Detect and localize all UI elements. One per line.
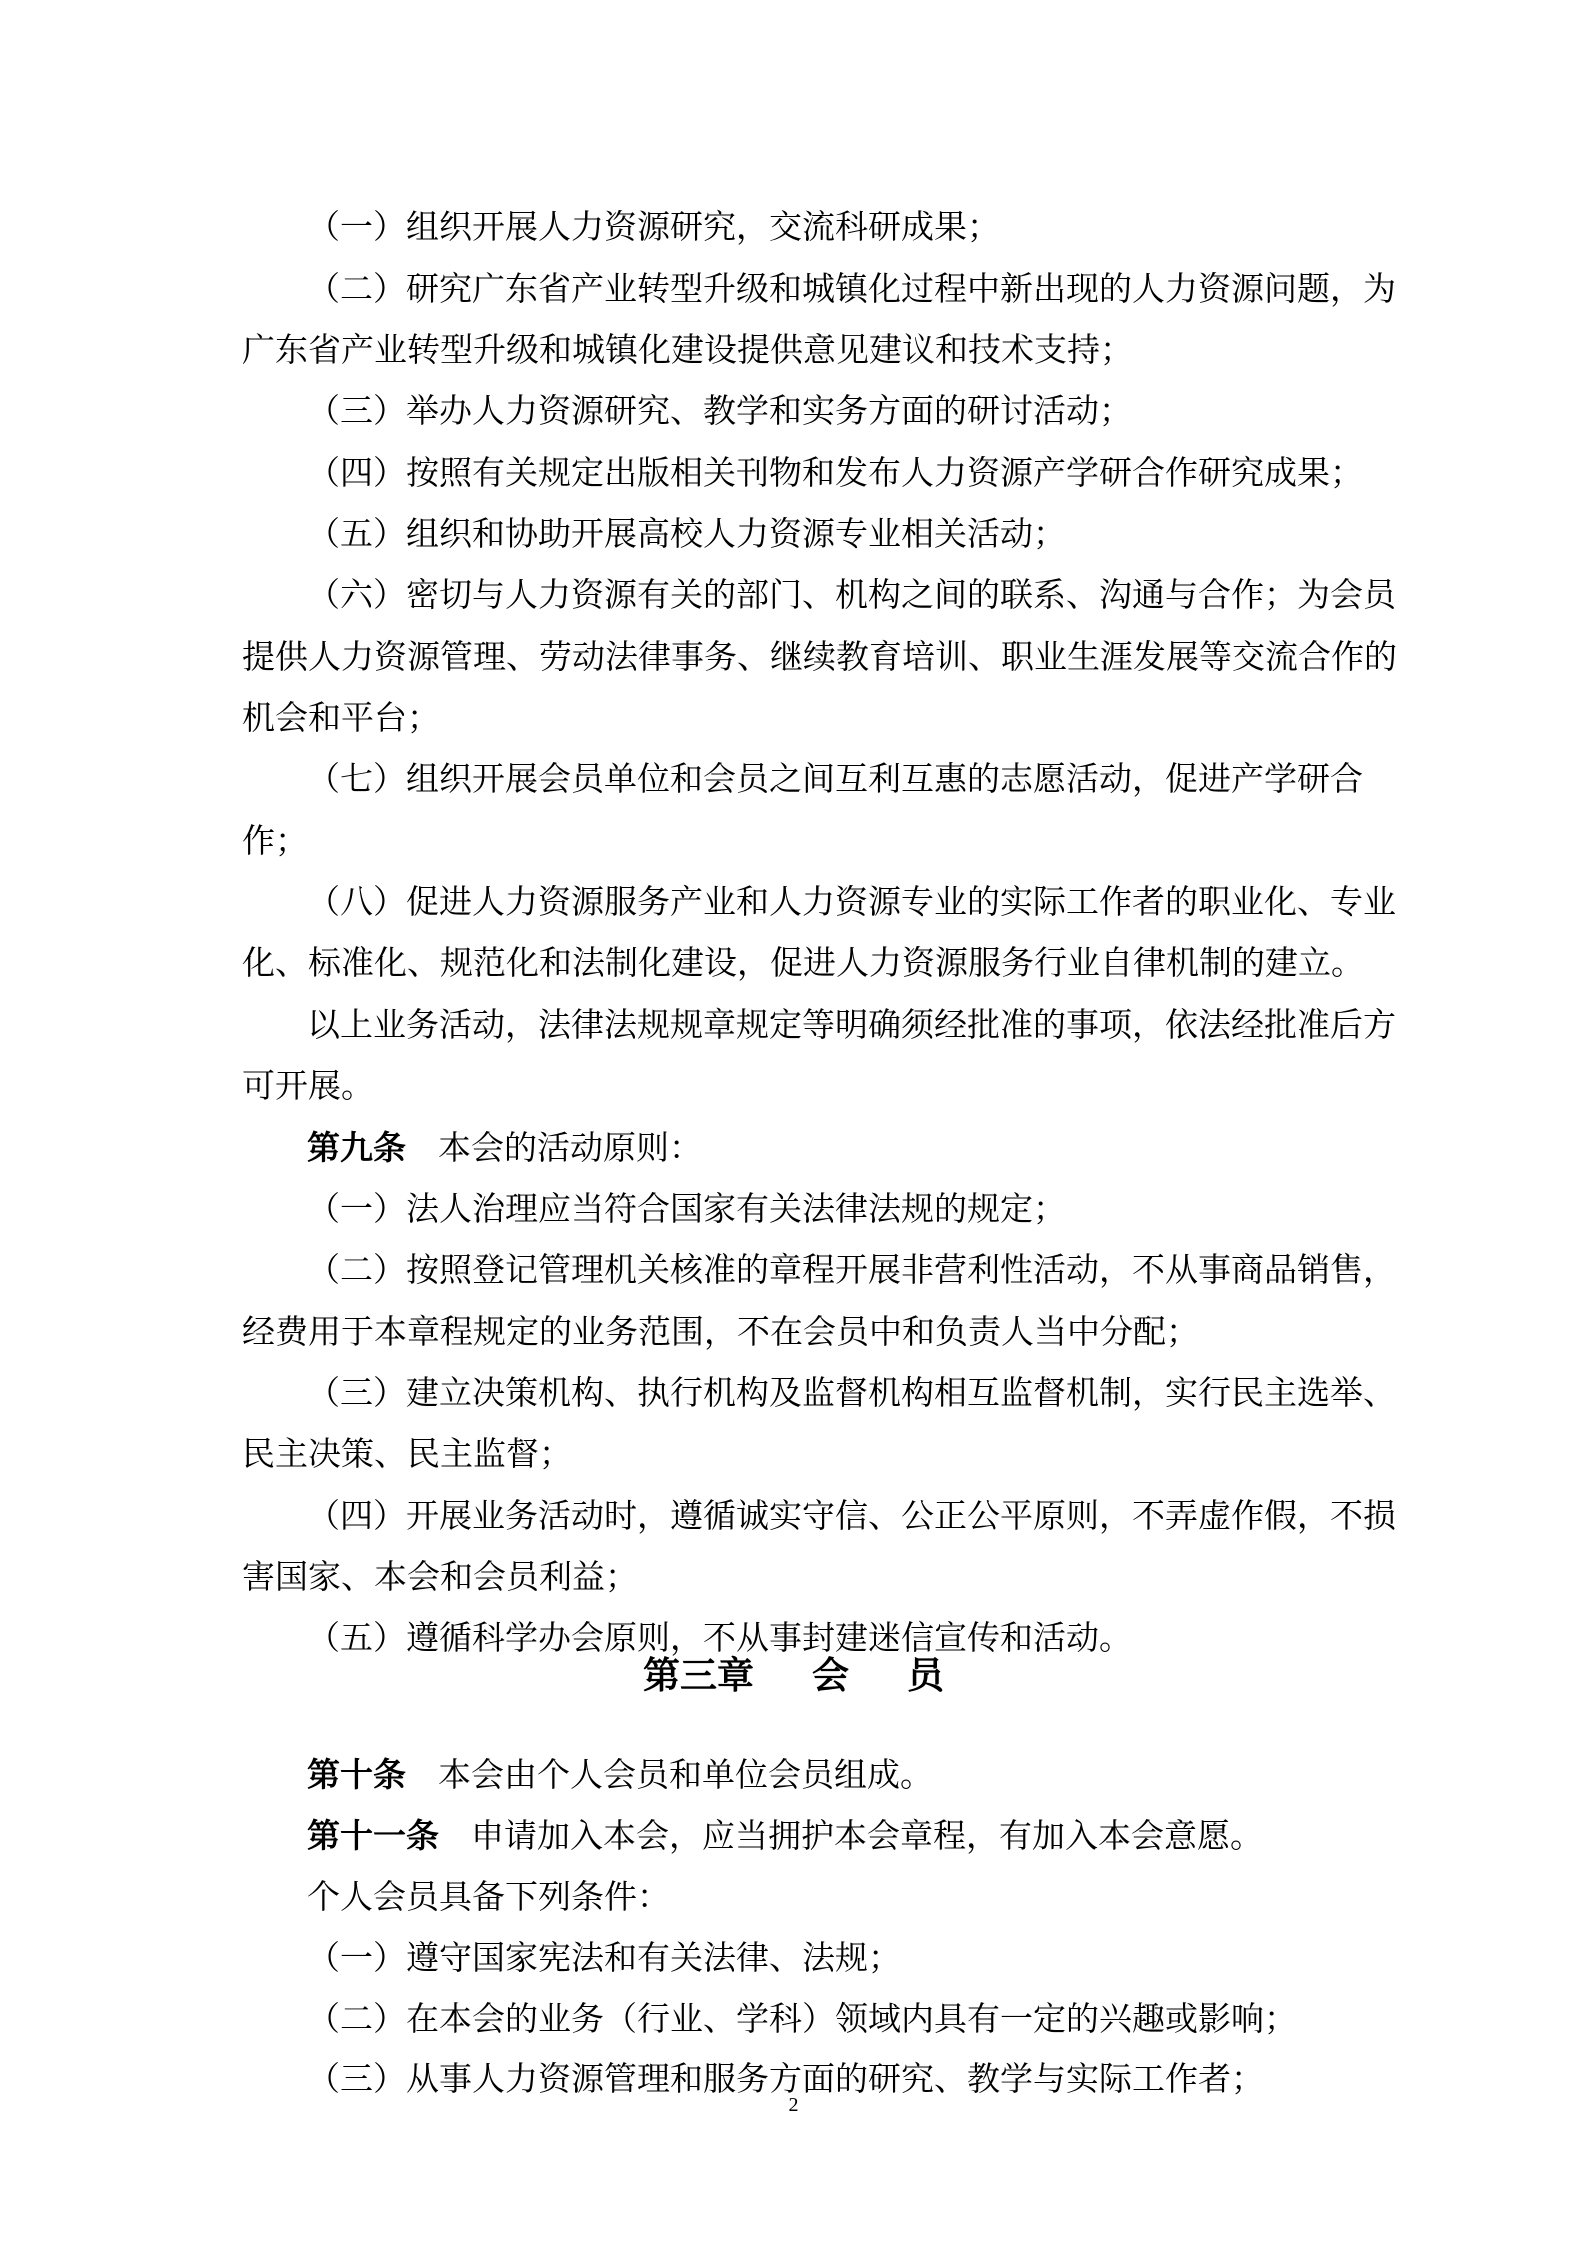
paragraph-line (0, 443, 1587, 503)
text-line: 民主决策、民主监督； (242, 1434, 572, 1473)
article-heading (0, 1118, 1587, 1178)
chapter-heading (0, 1643, 1587, 1707)
paragraph-line (0, 381, 1587, 441)
text-line: 机会和平台； (242, 698, 440, 737)
paragraph-line (0, 811, 1587, 871)
paragraph-line (0, 933, 1587, 993)
paragraph-line (0, 1302, 1587, 1362)
text-line: （八）促进人力资源服务产业和人力资源专业的实际工作者的职业化、专业 (307, 882, 1396, 921)
text-line: 广东省产业转型升级和城镇化建设提供意见建议和技术支持； (242, 330, 1133, 369)
paragraph-line (0, 1363, 1587, 1423)
paragraph-line (0, 320, 1587, 380)
paragraph-line (0, 627, 1587, 687)
paragraph-line (0, 872, 1587, 932)
paragraph-line (0, 1928, 1587, 1988)
article-label: 第九条 (307, 1128, 406, 1167)
paragraph-line (0, 1424, 1587, 1484)
chapter-title-char: 员 (907, 1653, 944, 1697)
article-label: 第十条 (307, 1755, 406, 1794)
text-line: 害国家、本会和会员利益； (242, 1557, 638, 1596)
text-line: 作； (242, 821, 308, 860)
article-heading (0, 1745, 1587, 1805)
text-line: （一）法人治理应当符合国家有关法律法规的规定； (307, 1189, 1066, 1228)
paragraph-line (0, 749, 1587, 809)
paragraph-line (0, 1486, 1587, 1546)
text-line: （二）研究广东省产业转型升级和城镇化过程中新出现的人力资源问题，为 (307, 269, 1396, 308)
text-line: （三）建立决策机构、执行机构及监督机构相互监督机制，实行民主选举、 (307, 1373, 1396, 1412)
text-line: （二）在本会的业务（行业、学科）领域内具有一定的兴趣或影响； (307, 1999, 1297, 2038)
article-line (307, 1118, 702, 1178)
paragraph-line (0, 1547, 1587, 1607)
text-line: 以上业务活动，法律法规规章规定等明确须经批准的事项，依法经批准后方 (307, 1005, 1396, 1044)
paragraph-line (0, 1056, 1587, 1116)
text-line: （一）遵守国家宪法和有关法律、法规； (307, 1938, 901, 1977)
text-line: 化、标准化、规范化和法制化建设，促进人力资源服务行业自律机制的建立。 (242, 943, 1364, 982)
text-line: 经费用于本章程规定的业务范围，不在会员中和负责人当中分配； (242, 1312, 1199, 1351)
article-text: 本会的活动原则： (438, 1128, 702, 1167)
article-heading (0, 1806, 1587, 1866)
paragraph-line (0, 688, 1587, 748)
text-line: （四）开展业务活动时，遵循诚实守信、公正公平原则，不弄虚作假，不损 (307, 1496, 1396, 1535)
chapter-title-char: 会 (812, 1653, 849, 1697)
paragraph-line (0, 1240, 1587, 1300)
text-line: （三）举办人力资源研究、教学和实务方面的研讨活动； (307, 391, 1132, 430)
article-line (307, 1806, 1263, 1866)
paragraph-line (0, 1179, 1587, 1239)
text-line: （一）组织开展人力资源研究，交流科研成果； (307, 207, 1000, 246)
text-line: 个人会员具备下列条件： (307, 1877, 670, 1916)
chapter-number: 第三章 (643, 1653, 754, 1697)
paragraph-line (0, 197, 1587, 257)
article-label: 第十一条 (307, 1816, 439, 1855)
paragraph-line (0, 1867, 1587, 1927)
paragraph-line (0, 504, 1587, 564)
paragraph-line (0, 1989, 1587, 2049)
article-text: 申请加入本会，应当拥护本会章程，有加入本会意愿。 (471, 1816, 1263, 1855)
text-line: （五）遵循科学办会原则，不从事封建迷信宣传和活动。 (307, 1618, 1132, 1657)
text-line: （五）组织和协助开展高校人力资源专业相关活动； (307, 514, 1066, 553)
text-line: （二）按照登记管理机关核准的章程开展非营利性活动，不从事商品销售， (307, 1250, 1396, 1289)
text-line: （四）按照有关规定出版相关刊物和发布人力资源产学研合作研究成果； (307, 453, 1363, 492)
text-line: （三）从事人力资源管理和服务方面的研究、教学与实际工作者； (307, 2059, 1264, 2098)
paragraph-line (0, 995, 1587, 1055)
text-line: （六）密切与人力资源有关的部门、机构之间的联系、沟通与合作；为会员 (307, 575, 1396, 614)
text-line: （七）组织开展会员单位和会员之间互利互惠的志愿活动，促进产学研合 (307, 759, 1363, 798)
article-text: 本会由个人会员和单位会员组成。 (438, 1755, 933, 1794)
article-line (307, 1745, 933, 1805)
text-line: 可开展。 (242, 1066, 374, 1105)
page-number: 2 (788, 2094, 799, 2116)
text-line: 提供人力资源管理、劳动法律事务、继续教育培训、职业生涯发展等交流合作的 (242, 637, 1397, 676)
paragraph-line (0, 259, 1587, 319)
paragraph-line (0, 565, 1587, 625)
